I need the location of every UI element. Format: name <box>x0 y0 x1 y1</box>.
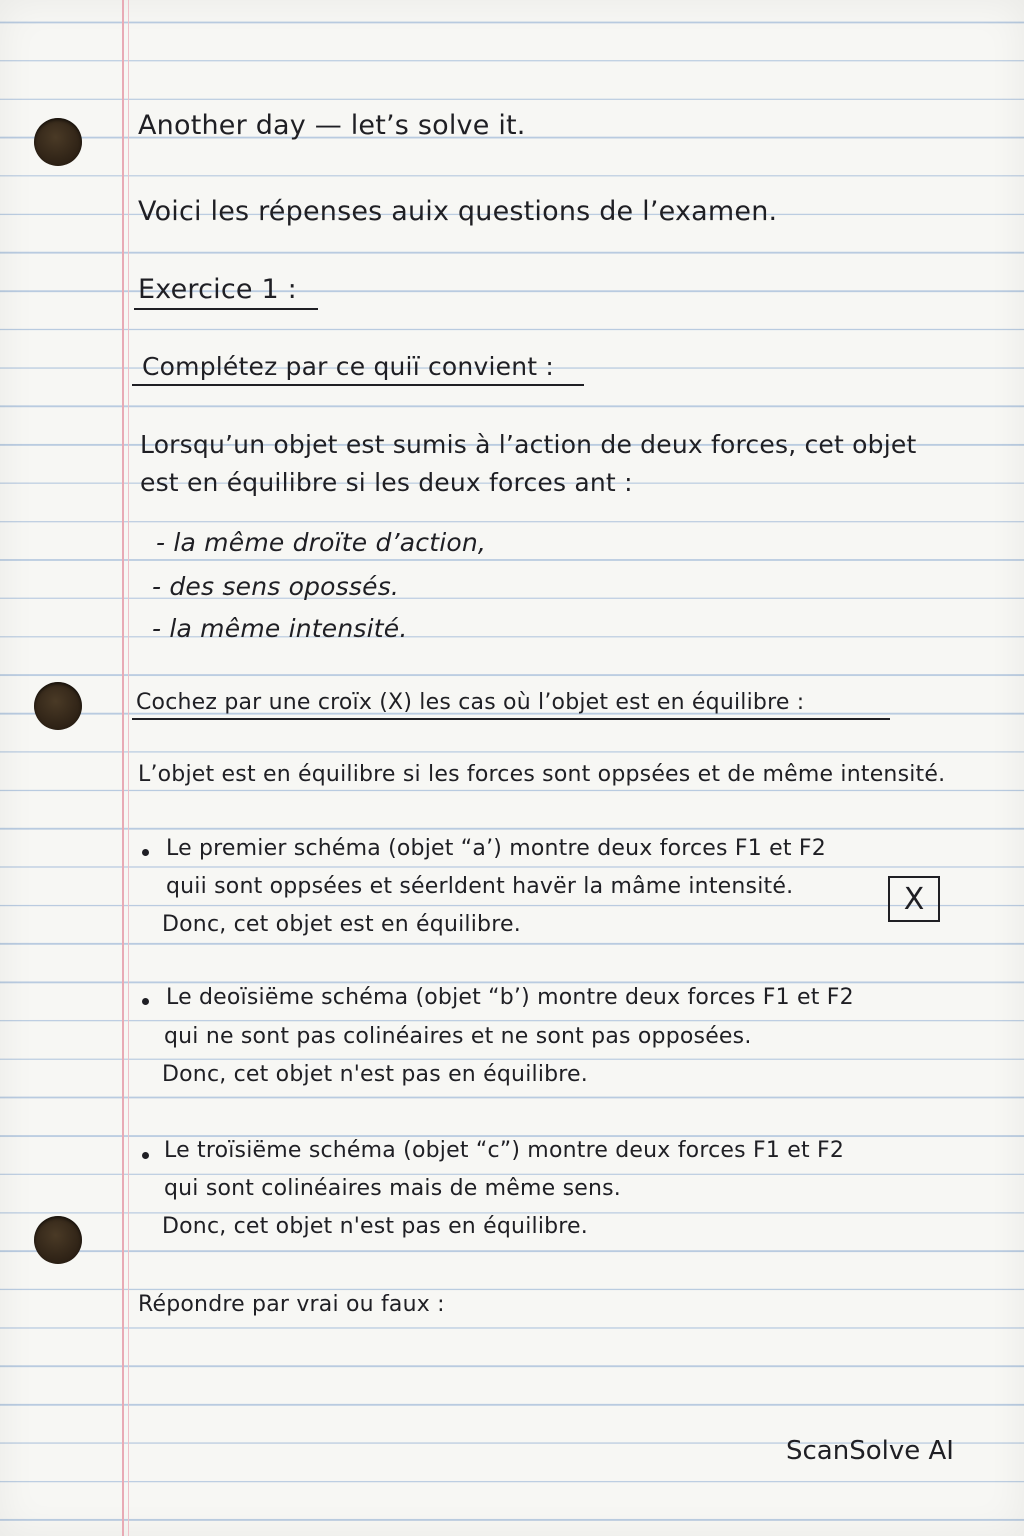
section2-heading-underline <box>132 718 890 720</box>
intro-subline: Voici les répenses auix questions de l’examen. <box>138 196 778 227</box>
binder-hole-top <box>34 118 82 166</box>
case-a-line3: Donc, cet objet est en équilibre. <box>162 912 521 937</box>
section1-list-item: - la même droïte d’action, <box>156 528 487 557</box>
intro-line: Another day — let’s solve it. <box>138 110 526 141</box>
margin-line-inner <box>128 0 129 1536</box>
case-b-line1: Le deoïsiëme schéma (objet “b’) montre deux forces F1 et F2 <box>166 985 854 1010</box>
section3-heading: Répondre par vrai ou faux : <box>138 1292 445 1317</box>
binder-hole-bottom <box>34 1216 82 1264</box>
case-c-line1: Le troïsiëme schéma (objet “c”) montre deux forces F1 et F2 <box>164 1138 845 1163</box>
section1-list-item: - des sens opossés. <box>152 572 400 601</box>
section2-heading: Cochez par une croïx (X) les cas où l’objet est en équilibre : <box>136 690 805 715</box>
section1-paragraph-line2: est en équilibre si les deux forces ant : <box>140 468 633 497</box>
bullet <box>142 1152 149 1159</box>
section1-paragraph-line1: Lorsqu’un objet est sumis à l’action de deux forces, cet objet <box>140 430 917 459</box>
bullet <box>142 998 149 1005</box>
case-c-line2: qui sont colinéaires mais de même sens. <box>164 1176 621 1201</box>
section1-heading: Complétez par ce quiï convient : <box>142 352 555 381</box>
margin-line <box>122 0 124 1536</box>
case-b-line2: qui ne sont pas colinéaires et ne sont pas opposées. <box>164 1024 752 1049</box>
section2-rule: L’objet est en équilibre si les forces sont oppsées et de même intensité. <box>138 762 946 787</box>
bullet <box>142 849 149 856</box>
section1-heading-underline <box>132 384 584 386</box>
exercise-title: Exercice 1 : <box>138 274 297 305</box>
section1-list-item: - la même intensité. <box>152 614 408 643</box>
case-a-line2: quii sont oppsées et séerldent havër la mâme intensité. <box>166 874 794 899</box>
exercise-title-underline <box>134 308 318 310</box>
checked-box: X <box>888 876 940 922</box>
case-b-line3: Donc, cet objet n'est pas en équilibre. <box>162 1062 588 1087</box>
brand-logo-text: ScanSolve AI <box>786 1436 954 1466</box>
case-a-line1: Le premier schéma (objet “a’) montre deux forces F1 et F2 <box>166 836 826 861</box>
case-c-line3: Donc, cet objet n'est pas en équilibre. <box>162 1214 588 1239</box>
binder-hole-middle <box>34 682 82 730</box>
